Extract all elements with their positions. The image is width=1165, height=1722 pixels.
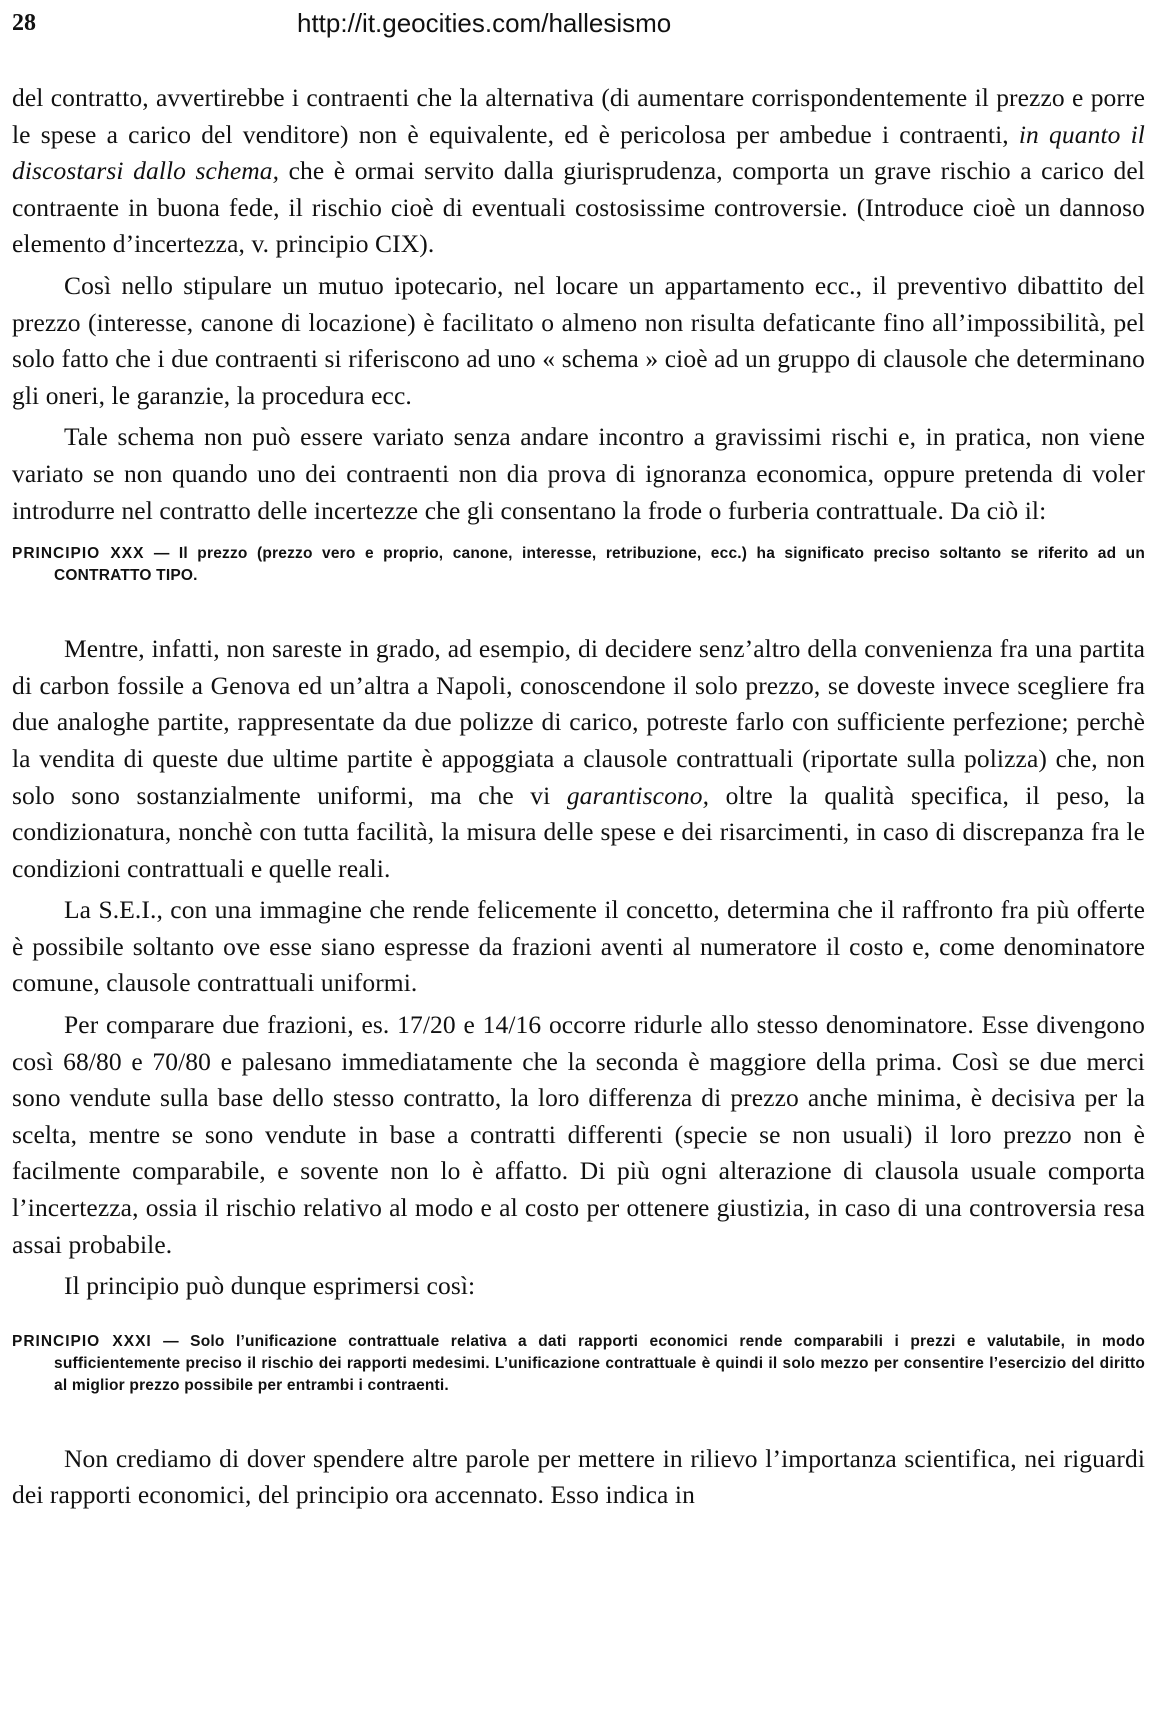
text-segment: oltre la qualità specifica, il peso, la condizionatura, nonchè con tutta facilità, la misura delle spese e dei risarcimenti, in caso di discrepanza fra le condizioni contrattuali e quelle reali. [12, 780, 1145, 883]
paragraph [12, 892, 1145, 1002]
text-segment: del contratto, avvertirebbe i contraenti che la alternativa (di aumentare corrispondentemente il prezzo e porre le spese a carico del venditore) non è equivalente, ed è pericolosa per ambedue i contraenti, [12, 83, 1145, 149]
text-segment: La S.E.I., con una immagine che rende felicemente il concetto, determina che il raffronto fra più offerte è possibile soltanto ove esse siano espresse da frazioni aventi al numeratore il costo e, come denominatore comune, clausole contrattuali uniformi. [12, 895, 1145, 998]
principle-emphasis: CONTRATTO TIPO. [54, 567, 198, 585]
text-segment: Il principio può dunque esprimersi così: [64, 1271, 476, 1301]
paragraph [12, 419, 1145, 529]
italic-phrase: in quanto il discostarsi dallo schema, [12, 119, 1145, 186]
paragraph [12, 80, 1145, 263]
paragraph [12, 268, 1145, 414]
paragraph [12, 1441, 1145, 1514]
page-number: 28 [12, 10, 36, 36]
principle-text: — Il prezzo (prezzo vero e proprio, canone, interesse, retribuzione, ecc.) ha significato preciso soltanto se riferito ad un [144, 545, 1145, 563]
principle-xxx [12, 543, 1145, 587]
paragraph [12, 1268, 1145, 1305]
text-segment: Non crediamo di dover spendere altre parole per mettere in rilievo l’importanza scientifica, nei riguardi dei rapporti economici, del principio ora accennato. Esso indica in [12, 1443, 1145, 1510]
document-body [12, 80, 1145, 1514]
paragraph [12, 1007, 1145, 1263]
italic-phrase: garantiscono, [566, 780, 710, 810]
principle-label: PRINCIPIO XXXI [12, 1332, 152, 1350]
text-segment: Tale schema non può essere variato senza andare incontro a gravissimi rischi e, in pratica, non viene variato se non quando uno dei contraenti non dia prova di ignoranza economica, oppure pretenda di voler introdurre nel contratto delle incertezze che gli consentano la frode o furberia contrattuale. Da ciò il: [12, 422, 1145, 525]
principle-label: PRINCIPIO XXX [12, 545, 145, 563]
text-segment: Mentre, infatti, non sareste in grado, ad esempio, di decidere senz’altro della convenienza fra una partita di carbon fossile a Genova ed un’altra a Napoli, conoscendone il solo prezzo, se doveste invece scegliere fra due analoghe partite, rappresentate da due polizze di carico, potreste farlo con sufficiente perfezione; perchè la vendita di queste due ultime partite è appoggiata a clausole contrattuali (riportate sulla polizza) che, non solo sono sostanzialmente uniformi, ma che vi [12, 634, 1145, 810]
principle-text: — Solo l’unificazione contrattuale relativa a dati rapporti economici rende comparabili i prezzi e valutabile, in modo sufficientemente preciso il rischio dei rapporti medesimi. L’unificazione contrattuale è quindi il solo mezzo per consentire l’esercizio del diritto al miglior prezzo possibile per entrambi i contraenti. [54, 1332, 1145, 1394]
text-segment: Per comparare due frazioni, es. 17/20 e 14/16 occorre ridurle allo stesso denominatore. Esse divengono così 68/80 e 70/80 e palesano immediatamente che la seconda è maggiore della prima. Così se due merci sono vendute sulla base dello stesso contratto, la loro differenza di prezzo anche minima, è decisiva per la scelta, mentre se sono vendute in base a contratti differenti (specie se non usuali) il loro prezzo non è facilmente comparabile, e sovente non lo è affatto. Di più ogni alterazione di clausola usuale comporta l’incertezza, ossia il rischio relativo al modo e al costo per ottenere giustizia, in caso di una controversia resa assai probabile. [12, 1010, 1145, 1259]
principle-xxxi [12, 1331, 1145, 1397]
text-segment: che è ormai servito dalla giurisprudenza, comporta un grave rischio a carico del contraente in buona fede, il rischio cioè di eventuali costosissime controversie. (Introduce cioè un dannoso elemento d’incertezza, v. principio CIX). [12, 156, 1145, 259]
paragraph [12, 631, 1145, 887]
page-header [12, 8, 1145, 44]
source-url: http://it.geocities.com/hallesismo [297, 8, 672, 38]
text-segment: Così nello stipulare un mutuo ipotecario, nel locare un appartamento ecc., il preventivo dibattito del prezzo (interesse, canone di locazione) è facilitato o almeno non risulta defaticante fino all’impossibilità, pel solo fatto che i due contraenti si riferiscono ad uno « schema » cioè ad un gruppo di clausole che determinano gli oneri, le garanzie, la procedura ecc. [12, 270, 1145, 410]
